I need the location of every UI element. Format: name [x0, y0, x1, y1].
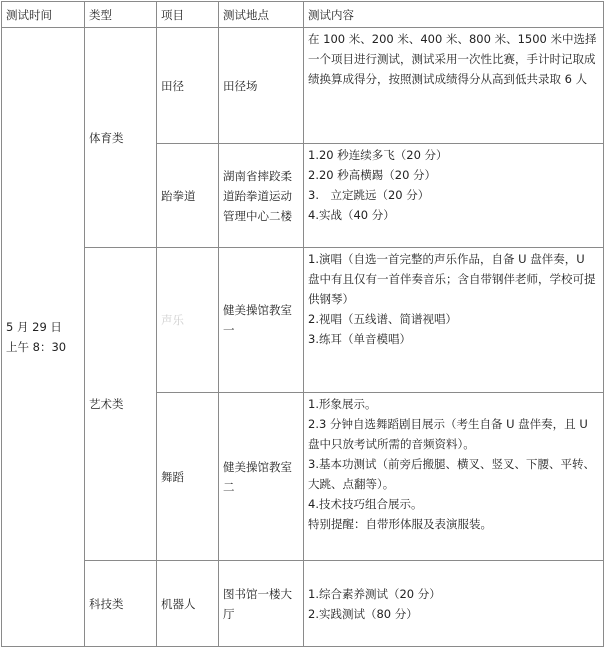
item-cell: 田径 — [157, 28, 219, 144]
header-location: 测试地点 — [219, 2, 304, 28]
content-cell — [304, 28, 604, 144]
test-time-cell — [2, 28, 85, 647]
content-cell — [304, 144, 604, 248]
content-line: 1.演唱（自选一首完整的声乐作品，自备 U 盘伴奏，U 盘中有且仅有一首伴奏音乐；含自带钢伴老师，学校可提供钢琴） — [308, 252, 596, 306]
location-cell: 健美操馆教室一 — [219, 248, 304, 393]
header-row — [2, 2, 604, 28]
content-cell — [304, 248, 604, 393]
location-cell: 图书馆一楼大厅 — [219, 561, 304, 647]
content-line: 3.基本功测试（前旁后搬腿、横叉、竖叉、下腰、平转、大跳、点翻等）。 — [308, 457, 595, 491]
content-line: 2.20 秒高横踢（20 分） — [308, 168, 437, 182]
schedule-table — [1, 1, 604, 647]
content-line: 2.3 分钟自选舞蹈剧目展示（考生自备 U 盘伴奏，且 U 盘中只放考试所需的音频资料）。 — [308, 417, 588, 451]
header-item: 项目 — [157, 2, 219, 28]
content-cell — [304, 393, 604, 561]
table-row — [2, 561, 604, 647]
content-line: 2.视唱（五线谱、简谱视唱） — [308, 312, 457, 326]
content-line: 3. 立定跳远（20 分） — [308, 188, 430, 202]
table-row — [2, 28, 604, 144]
content-line: 2.实践测试（80 分） — [308, 606, 418, 621]
item-cell: 跆拳道 — [157, 144, 219, 248]
content-line: 4.技术技巧组合展示。 — [308, 497, 423, 511]
content-line: 1.形象展示。 — [308, 397, 377, 411]
location-cell: 田径场 — [219, 28, 304, 144]
header-time: 测试时间 — [2, 2, 85, 28]
item-cell: 舞蹈 — [157, 393, 219, 561]
content-line: 1.综合素养测试（20 分） — [308, 586, 441, 601]
location-cell: 健美操馆教室二 — [219, 393, 304, 561]
test-date: 5 月 29 日 — [6, 320, 62, 334]
content-line: 3.练耳（单音模唱） — [308, 332, 411, 346]
item-cell: 机器人 — [157, 561, 219, 647]
item-cell: 声乐 — [157, 248, 219, 393]
type-cell-arts: 艺术类 — [85, 248, 157, 561]
location-cell: 湖南省摔跤柔道跆拳道运动管理中心二楼 — [219, 144, 304, 248]
type-cell-sports: 体育类 — [85, 28, 157, 248]
content-line: 4.实战（40 分） — [308, 208, 395, 222]
content-cell — [304, 561, 604, 647]
test-clock: 上午 8：30 — [6, 340, 67, 354]
content-line: 1.20 秒连续多飞（20 分） — [308, 148, 448, 162]
header-type: 类型 — [85, 2, 157, 28]
type-cell-tech: 科技类 — [85, 561, 157, 647]
content-line: 特别提醒：自带形体服及表演服装。 — [308, 517, 492, 531]
content-line: 在 100 米、200 米、400 米、800 米、1500 米中选择一个项目进行测试，测试采用一次性比赛，手计时记取成绩换算成得分，按照测试成绩得分从高到低共录取 6 人 — [308, 32, 597, 86]
header-content: 测试内容 — [304, 2, 604, 28]
table-row — [2, 248, 604, 393]
